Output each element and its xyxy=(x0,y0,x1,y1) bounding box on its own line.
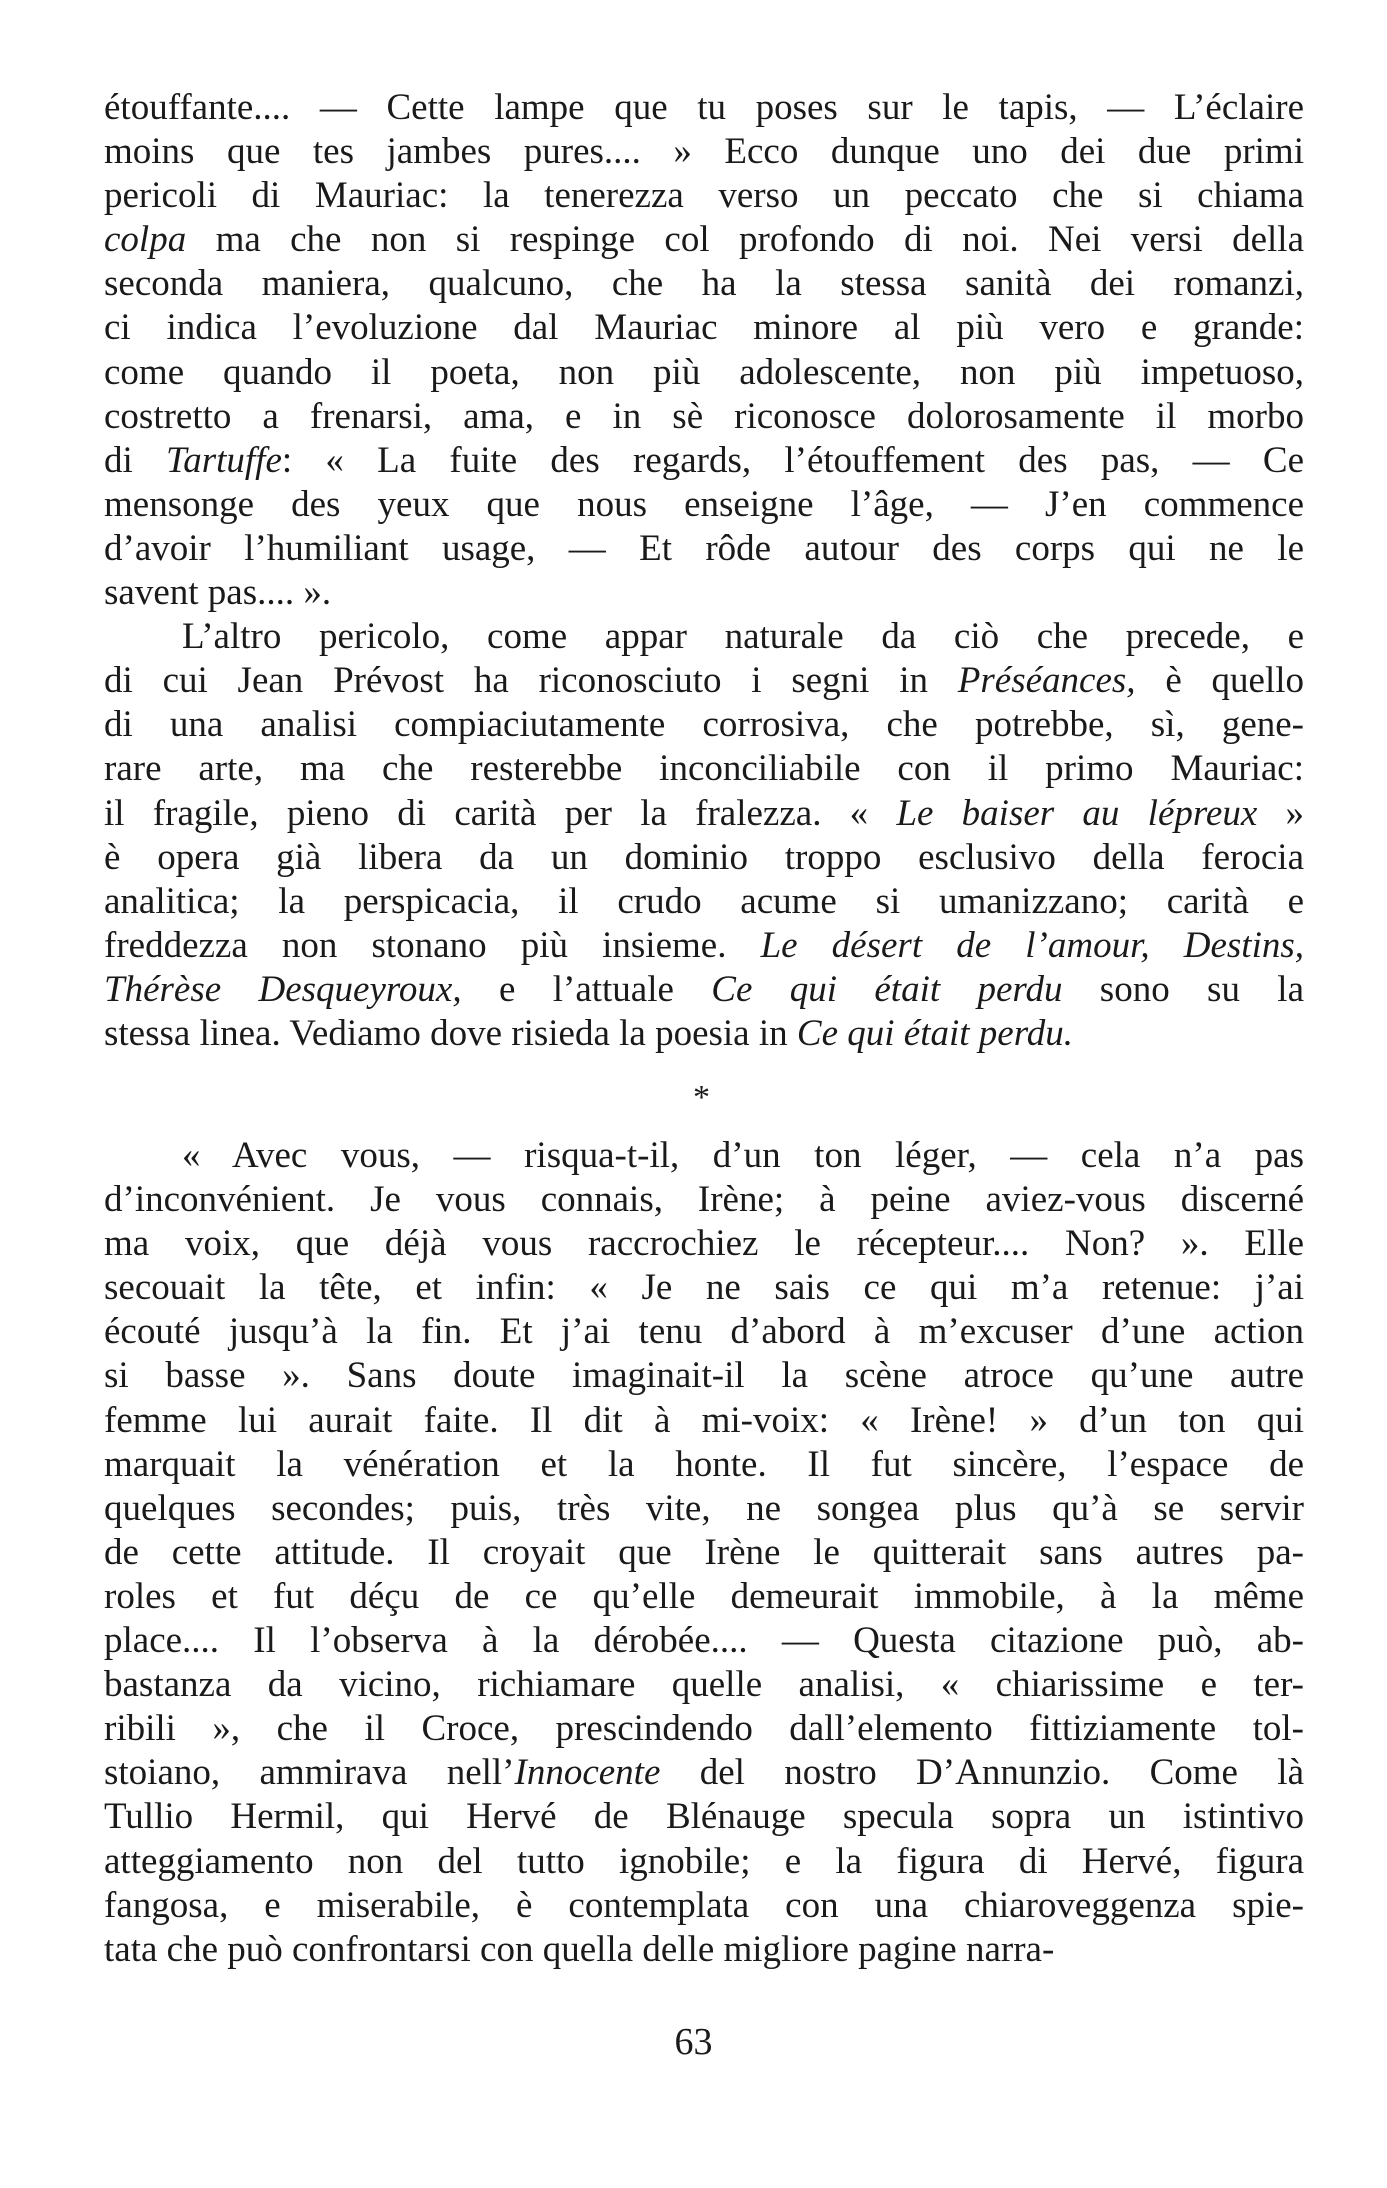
paragraph xyxy=(104,86,1304,615)
text-segment: di xyxy=(104,439,167,481)
text-segment: roles et fut déçu de ce qu’elle demeurait immobile, à la même xyxy=(104,1575,1304,1617)
text-segment: quelques secondes; puis, très vite, ne songea plus qu’à se servir xyxy=(104,1487,1304,1529)
text-line xyxy=(104,1751,1304,1795)
text-segment: » xyxy=(1257,792,1304,834)
italic-title-text: Innocente xyxy=(514,1752,661,1794)
paragraph xyxy=(104,1134,1304,1972)
text-line xyxy=(104,1707,1304,1751)
text-segment: d’avoir l’humiliant usage, — Et rôde autour des corps qui ne le xyxy=(104,527,1304,569)
section-separator: * xyxy=(693,1079,710,1116)
text-segment: marquait la vénération et la honte. Il fut sincère, l’espace de xyxy=(104,1443,1304,1485)
text-line xyxy=(104,836,1304,880)
text-line xyxy=(104,1840,1304,1884)
text-segment: Tullio Hermil, qui Hervé de Blénauge specula sopra un istintivo xyxy=(104,1796,1304,1838)
text-segment: ci indica l’evoluzione dal Mauriac minore al più vero e grande: xyxy=(104,307,1304,349)
text-line xyxy=(104,1663,1304,1707)
text-segment: seconda maniera, qualcuno, che ha la stessa sanità dei romanzi, xyxy=(104,263,1304,305)
text-segment: place.... Il l’observa à la dérobée.... — Questa citazione può, ab- xyxy=(104,1620,1304,1662)
text-segment: d’inconvénient. Je vous connais, Irène; à peine aviez-vous discerné xyxy=(104,1179,1304,1221)
text-line xyxy=(104,130,1304,174)
text-line xyxy=(104,703,1304,747)
text-line xyxy=(104,1134,1304,1178)
text-block-lower xyxy=(104,1134,1304,1972)
text-line xyxy=(104,527,1304,571)
text-line xyxy=(104,1443,1304,1487)
text-line xyxy=(104,1531,1304,1575)
text-line xyxy=(104,1354,1304,1398)
text-segment: pericoli di Mauriac: la tenerezza verso un peccato che si chiama xyxy=(104,175,1304,217)
text-segment: rare arte, ma che resterebbe inconciliabile con il primo Mauriac: xyxy=(104,748,1304,790)
text-line xyxy=(104,1487,1304,1531)
text-segment: sono su la xyxy=(1062,968,1305,1010)
italic-title-text: colpa xyxy=(104,219,187,261)
text-line xyxy=(104,218,1304,262)
text-line xyxy=(104,351,1304,395)
text-line xyxy=(104,1619,1304,1663)
text-segment: ma che non si respinge col profondo di noi. Nei versi della xyxy=(186,219,1304,261)
text-segment: di una analisi compiaciutamente corrosiva, che potrebbe, sì, gene- xyxy=(104,704,1304,746)
text-line xyxy=(104,1399,1304,1443)
text-segment: mensonge des yeux que nous enseigne l’âge, — J’en commence xyxy=(104,483,1304,525)
text-line xyxy=(104,659,1304,703)
text-segment: stessa linea. Vediamo dove risieda la poesia in xyxy=(104,1012,797,1054)
text-segment: étouffante.... — Cette lampe que tu poses sur le tapis, — L’éclaire xyxy=(104,87,1304,128)
text-segment: di cui Jean Prévost ha riconosciuto i segni in xyxy=(104,660,958,702)
text-line xyxy=(104,395,1304,439)
text-segment: femme lui aurait faite. Il dit à mi-voix: « Irène! » d’un ton qui xyxy=(104,1399,1304,1441)
text-segment: è quello xyxy=(1135,660,1305,702)
text-segment: freddezza non stonano più insieme. xyxy=(104,924,761,966)
italic-title-text: Tartuffe xyxy=(166,439,282,481)
text-line xyxy=(104,1012,1304,1056)
text-segment: analitica; la perspicacia, il crudo acume si umanizzano; carità e xyxy=(104,880,1304,922)
text-block-upper xyxy=(104,86,1304,1056)
text-line xyxy=(104,1178,1304,1222)
text-segment: secouait la tête, et infin: « Je ne sais ce qui m’a retenue: j’ai xyxy=(104,1267,1304,1309)
text-line xyxy=(104,1928,1304,1972)
italic-title-text: Le baiser au lépreux xyxy=(896,792,1258,834)
text-line xyxy=(104,1266,1304,1310)
text-segment: del nostro D’Annunzio. Come là xyxy=(660,1752,1304,1794)
text-line xyxy=(104,1575,1304,1619)
text-line xyxy=(104,1795,1304,1839)
text-line xyxy=(104,1884,1304,1928)
paragraph xyxy=(104,615,1304,1056)
italic-title-text: Thérèse Desqueyroux, xyxy=(104,968,462,1010)
page-number: 63 xyxy=(674,2021,713,2063)
text-line xyxy=(104,615,1304,659)
text-segment: come quando il poeta, non più adolescente, non più impetuoso, xyxy=(104,351,1304,393)
text-line xyxy=(104,1222,1304,1266)
text-segment: costretto a frenarsi, ama, e in sè riconosce dolorosamente il morbo xyxy=(104,395,1304,437)
italic-title-text: Ce qui était perdu. xyxy=(796,1012,1073,1054)
text-segment: écouté jusqu’à la fin. Et j’ai tenu d’abord à m’excuser d’une action xyxy=(104,1311,1304,1353)
text-line xyxy=(104,792,1304,836)
text-segment: ribili », che il Croce, prescindendo dall’elemento fittiziamente tol- xyxy=(104,1708,1304,1750)
text-segment: : « La fuite des regards, l’étouffement des pas, — Ce xyxy=(281,439,1305,481)
italic-title-text: Préséances, xyxy=(957,660,1136,702)
text-segment: è opera già libera da un dominio troppo esclusivo della ferocia xyxy=(104,836,1304,878)
text-segment: moins que tes jambes pures.... » Ecco dunque uno dei due primi xyxy=(104,131,1304,173)
text-line xyxy=(104,1310,1304,1354)
text-line xyxy=(104,968,1304,1012)
text-segment: il fragile, pieno di carità per la fralezza. « xyxy=(104,792,897,834)
text-segment: si basse ». Sans doute imaginait-il la scène atroce qu’une autre xyxy=(104,1355,1304,1397)
text-segment: ma voix, que déjà vous raccrochiez le récepteur.... Non? ». Elle xyxy=(104,1223,1304,1265)
text-segment: tata che può confrontarsi con quella delle migliore pagine narra- xyxy=(104,1928,1055,1970)
text-line xyxy=(104,747,1304,791)
text-line xyxy=(104,439,1304,483)
italic-title-text: Ce qui était perdu xyxy=(711,968,1063,1010)
text-line xyxy=(104,86,1304,130)
text-segment: bastanza da vicino, richiamare quelle analisi, « chiarissime e ter- xyxy=(104,1664,1304,1706)
text-segment: « Avec vous, — risqua-t-il, d’un ton léger, — cela n’a pas xyxy=(182,1135,1304,1176)
italic-title-text: Le désert de l’amour, Destins, xyxy=(760,924,1304,966)
text-segment: savent pas.... ». xyxy=(104,572,332,614)
text-segment: de cette attitude. Il croyait que Irène le quitterait sans autres pa- xyxy=(104,1531,1304,1573)
text-line xyxy=(104,483,1304,527)
text-line xyxy=(104,571,1304,615)
text-segment: atteggiamento non del tutto ignobile; e la figura di Hervé, figura xyxy=(104,1840,1304,1882)
text-line xyxy=(104,262,1304,306)
text-line xyxy=(104,924,1304,968)
text-segment: L’altro pericolo, come appar naturale da ciò che precede, e xyxy=(182,616,1304,658)
text-segment: stoiano, ammirava nell’ xyxy=(104,1752,515,1794)
text-segment: fangosa, e miserabile, è contemplata con una chiaroveggenza spie- xyxy=(104,1884,1304,1926)
text-line xyxy=(104,174,1304,218)
text-line xyxy=(104,880,1304,924)
text-segment: e l’attuale xyxy=(461,968,712,1010)
text-line xyxy=(104,306,1304,350)
